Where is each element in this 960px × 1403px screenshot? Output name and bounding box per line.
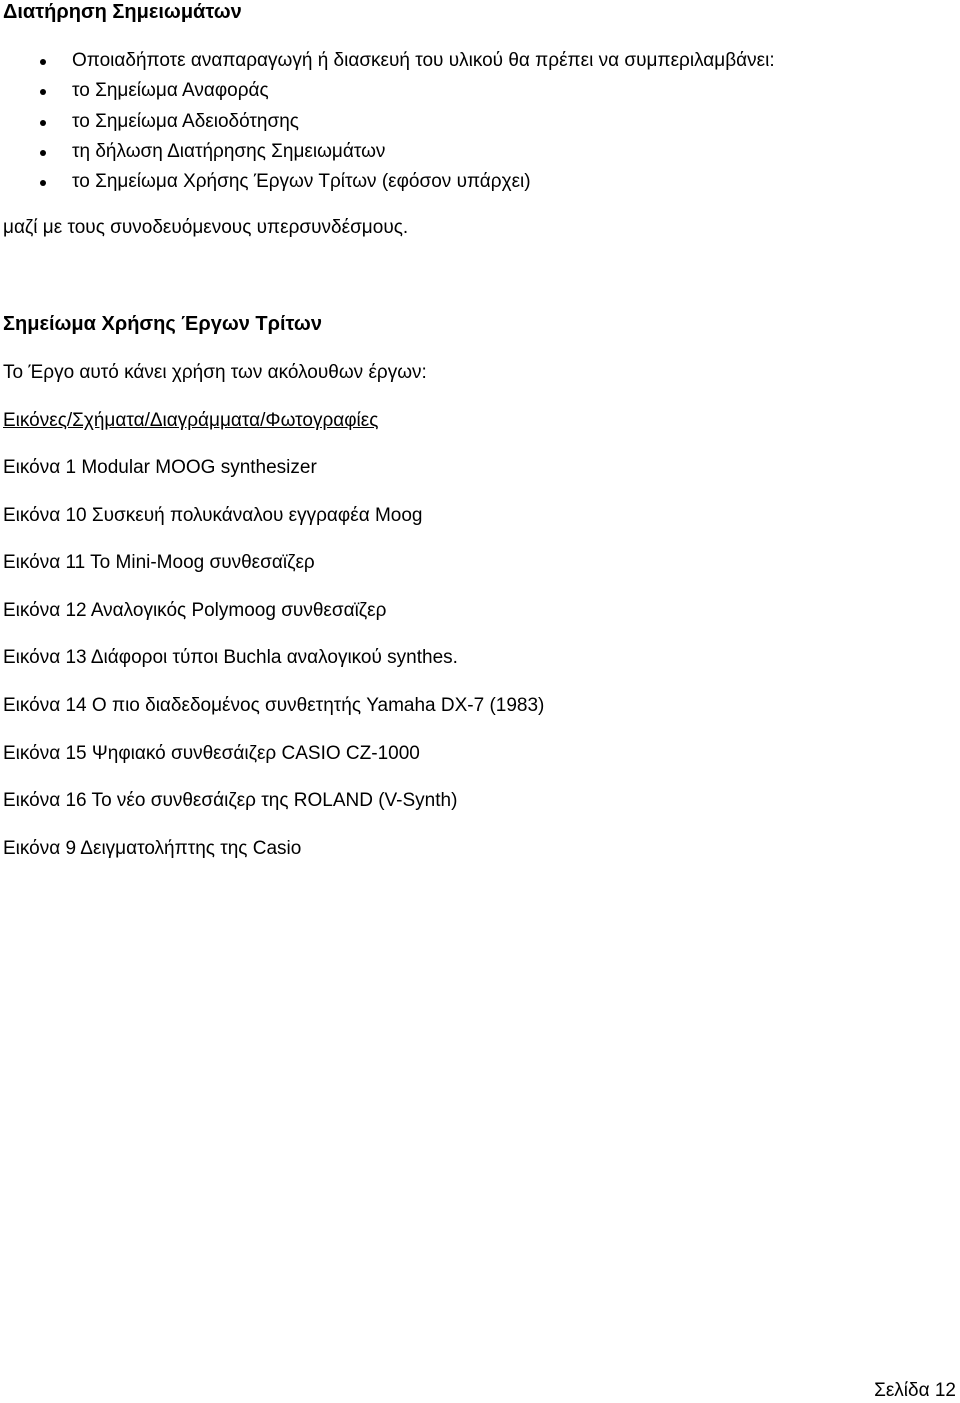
page-number: Σελίδα 12 (874, 1380, 956, 1401)
figure-credit-item: Εικόνα 14 Ο πιο διαδεδομένος συνθετητής Yamaha DX-7 (1983) (3, 695, 545, 716)
hyperlinks-note: μαζί με τους συνοδευόμενους υπερσυνδέσμους. (3, 217, 409, 238)
third-party-intro: Το Έργο αυτό κάνει χρήση των ακόλουθων έργων: (3, 362, 427, 383)
list-item-text: το Σημείωμα Χρήσης Έργων Τρίτων (εφόσον υπάρχει) (72, 171, 531, 193)
list-item (0, 49, 960, 79)
list-item-text: το Σημείωμα Αδειοδότησης (72, 110, 299, 132)
list-item (0, 79, 960, 109)
figure-credit-item: Εικόνα 1 Modular MOOG synthesizer (3, 457, 317, 478)
bullet-icon (40, 180, 46, 186)
list-item-text: Οποιαδήποτε αναπαραγωγή ή διασκευή του υλικού θα πρέπει να συμπεριλαμβάνει: (72, 50, 775, 71)
bullet-icon (40, 150, 46, 156)
list-item (0, 110, 960, 140)
figure-credit-item: Εικόνα 12 Αναλογικός Polymoog συνθεσαϊζερ (3, 600, 387, 621)
figure-credit-item: Εικόνα 10 Συσκευή πολυκάναλου εγγραφέα Moog (3, 505, 423, 526)
figure-credit-item: Εικόνα 15 Ψηφιακό συνθεσάιζερ CASIO CZ-1000 (3, 743, 420, 764)
section-heading-notes-retention: Διατήρηση Σημειωμάτων (3, 1, 242, 23)
list-item-text: το Σημείωμα Αναφοράς (72, 80, 269, 102)
list-item (0, 140, 960, 170)
retention-requirements-list (0, 49, 960, 200)
bullet-icon (40, 89, 46, 95)
category-heading: Εικόνες/Σχήματα/Διαγράμματα/Φωτογραφίες (3, 410, 379, 431)
figure-credit-item: Εικόνα 16 Το νέο συνθεσάιζερ της ROLAND (V-Synth) (3, 790, 458, 811)
list-item (0, 170, 960, 200)
bullet-icon (40, 120, 46, 126)
figure-credit-item: Εικόνα 13 Διάφοροι τύποι Buchla αναλογικού synthes. (3, 647, 458, 668)
figure-credit-item: Εικόνα 9 Δειγματολήπτης της Casio (3, 838, 302, 859)
bullet-icon (40, 59, 46, 65)
list-item-text: τη δήλωση Διατήρησης Σημειωμάτων (72, 140, 386, 162)
figure-credit-item: Εικόνα 11 Το Mini-Moog συνθεσαϊζερ (3, 552, 315, 573)
section-heading-third-party-works: Σημείωμα Χρήσης Έργων Τρίτων (3, 313, 322, 335)
